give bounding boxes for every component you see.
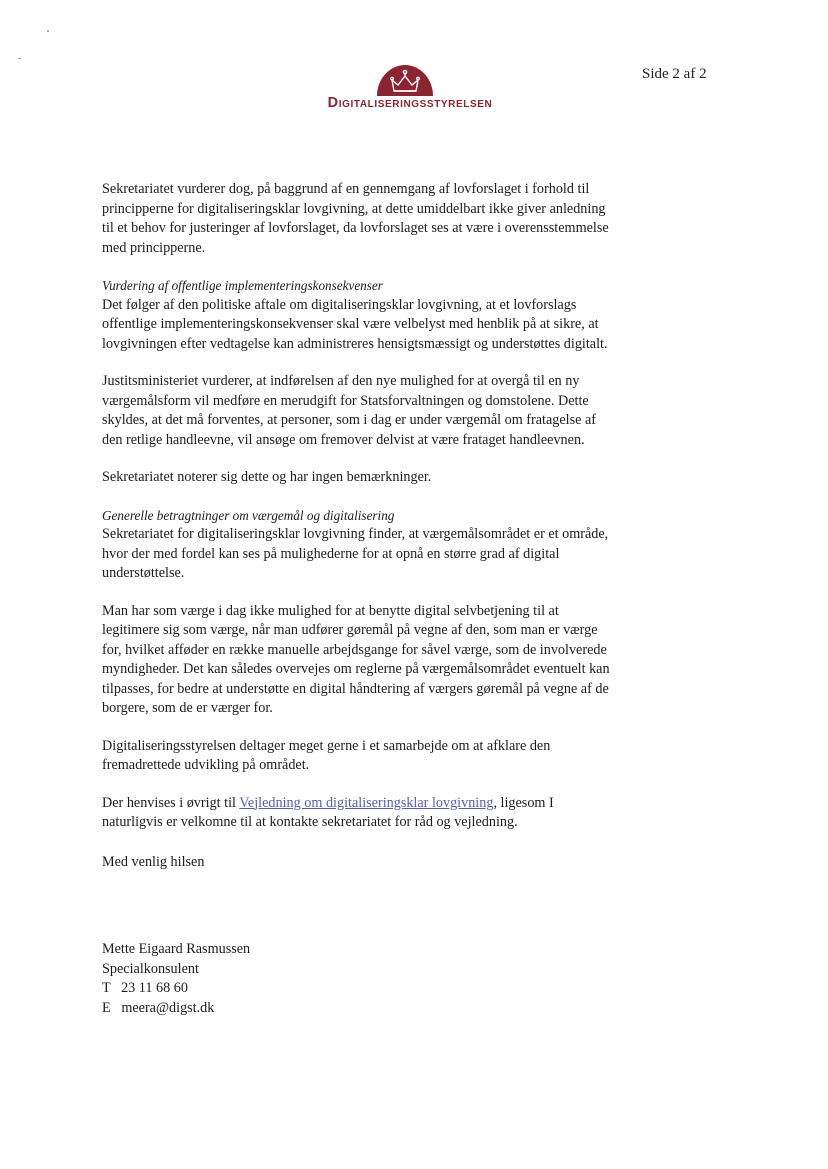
paragraph-text: , ligesom I naturligvis er velkomne til at kontakte sekretariatet for råd og vejledning. bbox=[102, 794, 554, 830]
page-number: Side 2 af 2 bbox=[642, 66, 707, 82]
paragraph: Man har som værge i dag ikke mulighed for at benytte digital selvbetjening til at legitimere sig som værge, når man udfører gøremål på vegne af den, som man er værge for, hvilket afføder en række manuelle arbejdsgange for såvel værge, som de involverede myndigheder. Det kan således overvejes om reglerne på værgemålsområdet eventuelt kan tilpasses, for bedre at understøtte en digital håndtering af værgers gøremål på vegne af de borgere, som de er værger for. bbox=[102, 602, 610, 716]
signature-name: Mette Eigaard Rasmussen bbox=[102, 941, 251, 957]
section-heading: Vurdering af offentlige implementeringskonsekvenser bbox=[102, 278, 383, 293]
email-address: meera@digst.dk bbox=[121, 999, 215, 1016]
scan-speck bbox=[18, 58, 21, 59]
email-label: E bbox=[102, 999, 111, 1016]
paragraph: Sekretariatet vurderer dog, på baggrund af en gennemgang af lovforslaget i forhold til principperne for digitaliseringsklar lovgivning, at dette umiddelbart ikke giver anledning til et behov for justeringer af lovforslaget, da lovforslaget ses at være i overensstemmelse med principperne. bbox=[102, 181, 609, 256]
phone-line bbox=[102, 979, 250, 999]
letter-body bbox=[102, 180, 612, 890]
guidance-link[interactable]: Vejledning om digitaliseringsklar lovgivning bbox=[239, 794, 494, 811]
closing: Med venlig hilsen bbox=[102, 853, 205, 870]
paragraph: Justitsministeriet vurderer, at indførelsen af den nye mulighed for at overgå til en ny værgemålsform vil medføre en merudgift for Statsforvaltningen og domstolene. Dette skyldes, at det må forventes, at personer, som i dag er under værgemål om fratagelse af den retlige handleevne, vil ansøge om fremover delvist at være frataget handleevnen. bbox=[102, 373, 596, 448]
signature bbox=[102, 940, 250, 1018]
paragraph: Sekretariatet noterer sig dette og har ingen bemærkninger. bbox=[102, 469, 432, 485]
phone-number: 23 11 68 60 bbox=[121, 980, 188, 996]
paragraph-text: Der henvises i øvrigt til bbox=[102, 794, 240, 811]
crown-crest-icon bbox=[377, 64, 433, 96]
email-line bbox=[102, 999, 250, 1019]
signature-title: Specialkonsulent bbox=[102, 960, 199, 977]
paragraph: Sekretariatet for digitaliseringsklar lovgivning finder, at værgemålsområdet er et område, hvor der med fordel kan ses på mulighederne for at opnå en større grad af digital understøttelse. bbox=[102, 526, 609, 581]
section-heading: Generelle betragtninger om værgemål og digitalisering bbox=[102, 507, 395, 523]
paragraph bbox=[102, 794, 612, 833]
paragraph: Det følger af den politiske aftale om digitaliseringsklar lovgivning, at et lovforslags offentlige implementeringskonsekvenser skal være velbelyst med henblik på at sikre, at lovgivningen efter vedtagelse kan administreres hensigtsmæssigt og understøttes digitalt. bbox=[102, 296, 608, 352]
phone-label: T bbox=[102, 980, 111, 996]
paragraph: Digitaliseringsstyrelsen deltager meget gerne i et samarbejde om at afklare den fremadrettede udvikling på området. bbox=[102, 737, 551, 773]
logo-text: Digitaliseringsstyrelsen bbox=[327, 95, 493, 111]
scan-speck bbox=[47, 30, 49, 32]
logo bbox=[290, 64, 530, 114]
